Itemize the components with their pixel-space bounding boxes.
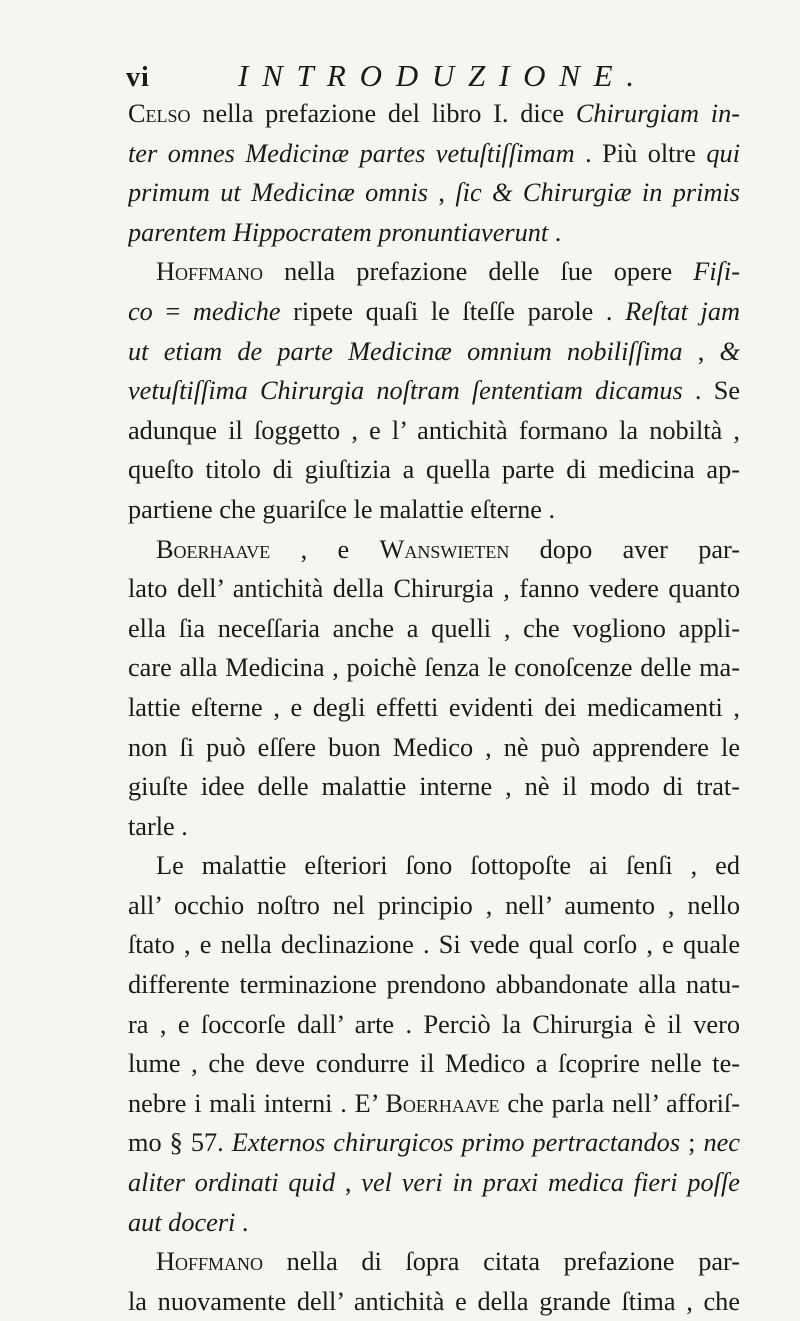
text-line xyxy=(128,648,740,688)
text-run: aut doceri xyxy=(128,1207,236,1237)
text-run: , xyxy=(682,336,720,366)
text-line xyxy=(128,1242,740,1282)
text-run: nella prefazione del libro I. dice xyxy=(190,99,576,128)
text-run: parentem Hippocratem pronuntiaverunt xyxy=(128,217,549,247)
text-line xyxy=(128,530,740,570)
text-run: Fiſi- xyxy=(693,257,740,287)
text-run: ter omnes Medicinæ partes vetuſtiſſimam xyxy=(128,138,575,168)
text-run: non ſi può eſſere buon Medico , nè può apprendere le xyxy=(128,732,740,762)
text-run: lume , che deve condurre il Medico a ſcoprire nelle te- xyxy=(128,1049,740,1079)
text-line xyxy=(128,1282,740,1321)
text-line xyxy=(128,411,740,451)
text-run: differente terminazione prendono abbandonate alla natu- xyxy=(128,970,740,1000)
text-line xyxy=(128,1123,740,1163)
text-line xyxy=(128,332,740,372)
text-run: Celso xyxy=(128,99,191,128)
text-run: nebre i mali interni . E’ xyxy=(128,1088,386,1118)
text-line xyxy=(128,1084,740,1124)
text-line xyxy=(128,728,740,768)
text-line xyxy=(128,252,740,292)
text-line xyxy=(128,134,740,174)
text-run: ra , e ſoccorſe dall’ arte . Perciò la Chirurgia è il vero xyxy=(128,1009,740,1039)
text-line xyxy=(128,886,740,926)
text-run: mediche xyxy=(192,296,281,326)
text-run: Externos chirurgicos primo pertractandos xyxy=(231,1128,681,1158)
text-line xyxy=(128,1005,740,1045)
text-run: ; xyxy=(680,1128,704,1158)
text-run: aliter ordinati quid xyxy=(128,1168,336,1198)
text-run: ſic & Chirurgiæ in primis xyxy=(455,178,740,208)
text-run: Hoffmano xyxy=(156,257,264,287)
text-run: ella ſia neceſſaria anche a quelli , che vogliono appli- xyxy=(128,613,740,643)
text-run: . Se xyxy=(682,376,740,406)
text-run: & xyxy=(719,336,740,366)
text-run: qui xyxy=(706,138,740,168)
text-line xyxy=(128,925,740,965)
text-run: care alla Medicina , poichè ſenza le conoſcenze delle ma- xyxy=(128,653,740,683)
text-run: nella di ſopra citata prefazione par- xyxy=(263,1247,740,1277)
text-line xyxy=(128,609,740,649)
text-run: . Più oltre xyxy=(574,138,707,168)
text-run: lato dell’ antichità della Chirurgia , fanno vedere quanto xyxy=(128,574,740,604)
text-line xyxy=(128,173,740,213)
text-line xyxy=(128,213,740,253)
page-number: vi xyxy=(126,62,150,93)
text-line xyxy=(128,846,740,886)
text-line xyxy=(128,1044,740,1084)
text-run: adunque il ſoggetto , e l’ antichità formano la nobiltà , xyxy=(128,415,740,445)
text-run: . xyxy=(235,1207,249,1237)
text-line xyxy=(128,94,740,134)
text-line xyxy=(128,569,740,609)
text-line xyxy=(128,371,740,411)
text-run: la nuovamente dell’ antichità e della grande ſtima , che xyxy=(128,1286,740,1316)
text-run: tarle . xyxy=(128,811,188,841)
text-run: co xyxy=(128,296,153,326)
text-run: queſto titolo di giuſtizia a quella parte di medicina ap- xyxy=(128,455,740,485)
text-line xyxy=(128,965,740,1005)
text-run: primum ut Medicinæ omnis xyxy=(128,178,428,208)
text-line xyxy=(128,807,740,847)
text-run: lattie eſterne , e degli effetti evidenti dei medicamenti , xyxy=(128,692,740,722)
text-run: Reſtat jam xyxy=(625,296,740,326)
text-run: , xyxy=(428,178,456,208)
text-run: = xyxy=(152,296,193,326)
text-line xyxy=(128,1203,740,1243)
text-run: Chirurgiam in- xyxy=(575,99,740,128)
text-run: mo § 57. xyxy=(128,1128,232,1158)
text-run: vel veri in praxi medica fieri poſſe xyxy=(361,1168,740,1198)
text-line xyxy=(128,490,740,530)
text-run: vetuſtiſſima Chirurgia noſtram ſententiam dicamus xyxy=(128,376,683,406)
text-line xyxy=(128,688,740,728)
text-run: Boerhaave xyxy=(385,1088,500,1118)
text-line xyxy=(128,450,740,490)
text-run: all’ occhio noſtro nel principio , nell’ aumento , nello xyxy=(128,890,740,920)
text-run: Wanswieten xyxy=(379,534,510,564)
text-run: , e xyxy=(270,534,380,564)
page-header xyxy=(126,58,726,98)
text-run: giuſte idee delle malattie interne , nè il modo di trat- xyxy=(128,772,740,802)
text-run: Hoffmano xyxy=(156,1247,264,1277)
text-run: nella prefazione delle ſue opere xyxy=(263,257,694,287)
text-run: , xyxy=(335,1168,362,1198)
text-run: Boerhaave xyxy=(156,534,271,564)
text-run: partiene che guariſce le malattie eſterne . xyxy=(128,494,556,524)
text-run: ut etiam de parte Medicinæ omnium nobiliſſima xyxy=(128,336,683,366)
text-run: ripete quaſi le ſteſſe parole . xyxy=(280,296,626,326)
body-text xyxy=(128,94,740,1321)
text-run: ſtato , e nella declinazione . Si vede qual corſo , e quale xyxy=(128,930,740,960)
running-head: I N T R O D U Z I O N E . xyxy=(238,58,638,93)
text-run: . xyxy=(548,217,562,247)
text-line xyxy=(128,292,740,332)
text-run: dopo aver par- xyxy=(509,534,740,564)
text-run: nec xyxy=(703,1128,740,1158)
text-run: che parla nell’ afforiſ- xyxy=(499,1088,740,1118)
text-line xyxy=(128,767,740,807)
text-run: Le malattie eſteriori ſono ſottopoſte ai ſenſi , ed xyxy=(156,851,740,881)
